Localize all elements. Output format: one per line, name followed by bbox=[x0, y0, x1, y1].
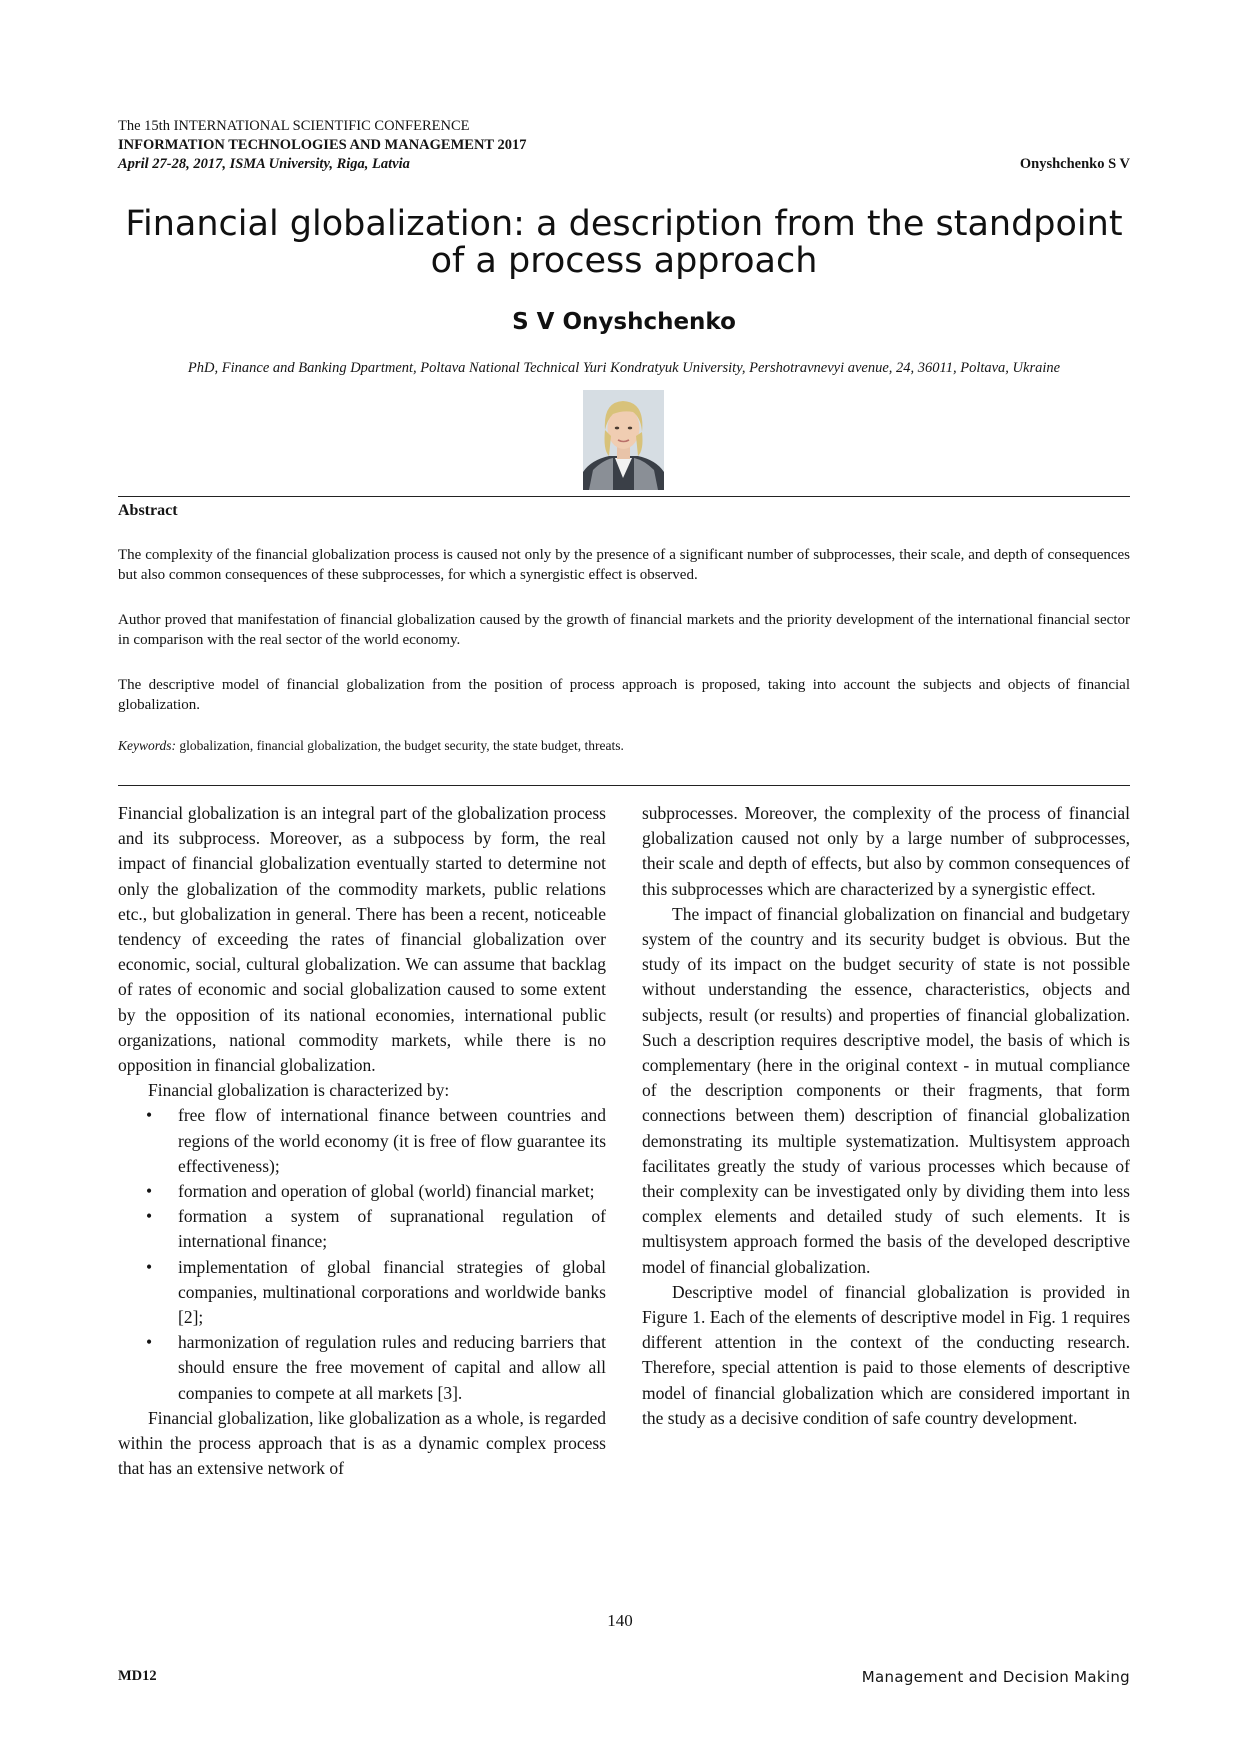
keywords-label: Keywords: bbox=[118, 738, 176, 753]
bullet-icon: • bbox=[146, 1206, 153, 1227]
body-paragraph: Financial globalization, like globalization as a whole, is regarded within the process approach that is as a dynamic complex process that has an extensive network of bbox=[118, 1407, 606, 1479]
page-number: 140 bbox=[607, 1611, 633, 1630]
body-paragraph: The impact of financial globalization on financial and budgetary system of the country and its security budget is obvious. But the study of its impact on the budget security of state is not possible without understanding the essence, characteristics, objects and subjects, result (or results) and properties of financial globalization. Such a description requires descriptive model, the basis of which is complementary (here in the original context - in mutual compliance of the description components or their fragments, that form connections between them) description of financial globalization demonstrating its multiple systematization. Multisystem approach facilitates greatly the study of various processes which because of their complexity can be investigated only by dividing them into less complex elements and detailed study of such elements. It is multisystem approach formed the basis of the developed descriptive model of financial globalization. bbox=[642, 903, 1130, 1277]
abstract-paragraph-3: The descriptive model of financial globalization from the position of process approach is proposed, taking into account the subjects and objects of financial globalization. bbox=[118, 677, 1130, 713]
paper-title: Financial globalization: a description from the standpoint of a process approach bbox=[125, 204, 1123, 281]
list-item-text: formation a system of supranational regulation of international finance; bbox=[178, 1206, 606, 1252]
abstract-paragraph-1: The complexity of the financial globalization process is caused not only by the presence of a significant number of subprocesses, their scale, and depth of consequences but also common consequences of these subprocesses, for which a synergistic effect is observed. bbox=[118, 547, 1130, 583]
author-name: S V Onyshchenko bbox=[512, 309, 736, 335]
author-photo bbox=[583, 390, 664, 490]
bullet-icon: • bbox=[146, 1105, 153, 1126]
list-item-text: harmonization of regulation rules and reducing barriers that should ensure the free movement of capital and allow all companies to compete at all markets [3]. bbox=[178, 1332, 606, 1403]
keywords-line bbox=[118, 738, 624, 754]
abstract-paragraph-2: Author proved that manifestation of financial globalization caused by the growth of financial markets and the priority development of the international financial sector in comparison with the real sector of the world economy. bbox=[118, 612, 1130, 648]
body-paragraph: Descriptive model of financial globalization is provided in Figure 1. Each of the elements of descriptive model in Fig. 1 requires different attention in the context of the conducting research. Therefore, special attention is paid to those elements of descriptive model of financial globalization which are considered important in the study as a decisive condition of safe country development. bbox=[642, 1281, 1130, 1428]
abstract-top-rule bbox=[118, 496, 1130, 497]
conference-line-2: INFORMATION TECHNOLOGIES AND MANAGEMENT 2017 bbox=[118, 137, 527, 153]
abstract-heading: Abstract bbox=[118, 502, 178, 519]
body-paragraph: Financial globalization is an integral part of the globalization process and its subprocess. Moreover, as a subpocess by form, the real impact of financial globalization eventually started to determine not only the globalization of the commodity markets, public relations etc., but globalization in general. There has been a recent, noticeable tendency of exceeding the rates of financial globalization over economic, social, cultural globalization. We can assume that backlag of rates of economic and social globalization caused to some extent by the opposition of its national economies, international public organizations, national commodity markets, while there is no opposition in financial globalization. bbox=[118, 803, 606, 1076]
list-item-text: free flow of international finance between countries and regions of the world economy (it is free of flow guarantee its effectiveness); bbox=[178, 1105, 606, 1176]
conference-date-location: April 27-28, 2017, ISMA University, Riga, Latvia bbox=[118, 156, 410, 172]
section-code: MD12 bbox=[118, 1668, 157, 1684]
body-paragraph: Financial globalization is characterized by: bbox=[148, 1080, 450, 1101]
list-item bbox=[146, 1255, 606, 1331]
bullet-icon: • bbox=[146, 1332, 153, 1353]
conference-line-3-row bbox=[118, 155, 1130, 174]
list-item bbox=[146, 1330, 606, 1406]
body-column-right bbox=[642, 801, 1130, 1431]
body-paragraph: subprocesses. Moreover, the complexity of the process of financial globalization caused not only by a large number of subprocesses, their scale and depth of effects, but also by common consequences of this subprocesses which are characterized by a synergistic effect. bbox=[642, 803, 1130, 899]
author-affiliation: PhD, Finance and Banking Dpartment, Poltava National Technical Yuri Kondratyuk University, Pershotravnevyi avenue, 24, 36011, Poltava, Ukraine bbox=[187, 360, 1061, 376]
list-item bbox=[146, 1179, 606, 1204]
list-item-text: implementation of global financial strategies of global companies, multinational corporations and worldwide banks [2]; bbox=[178, 1256, 606, 1328]
running-author: Onyshchenko S V bbox=[1019, 156, 1130, 172]
list-item-text: formation and operation of global (world) financial market; bbox=[178, 1181, 595, 1202]
list-item bbox=[146, 1204, 606, 1254]
conference-header bbox=[118, 117, 1130, 174]
characteristics-list bbox=[118, 1103, 606, 1405]
abstract-bottom-rule bbox=[118, 785, 1130, 786]
body-column-left bbox=[118, 801, 606, 1481]
bullet-icon: • bbox=[146, 1256, 153, 1277]
bullet-icon: • bbox=[146, 1181, 153, 1202]
conference-line-1: The 15th INTERNATIONAL SCIENTIFIC CONFERENCE bbox=[118, 118, 470, 134]
section-name: Management and Decision Making bbox=[861, 1668, 1130, 1686]
keywords-list: globalization, financial globalization, the budget security, the state budget, threats. bbox=[179, 738, 624, 753]
list-item bbox=[146, 1103, 606, 1179]
